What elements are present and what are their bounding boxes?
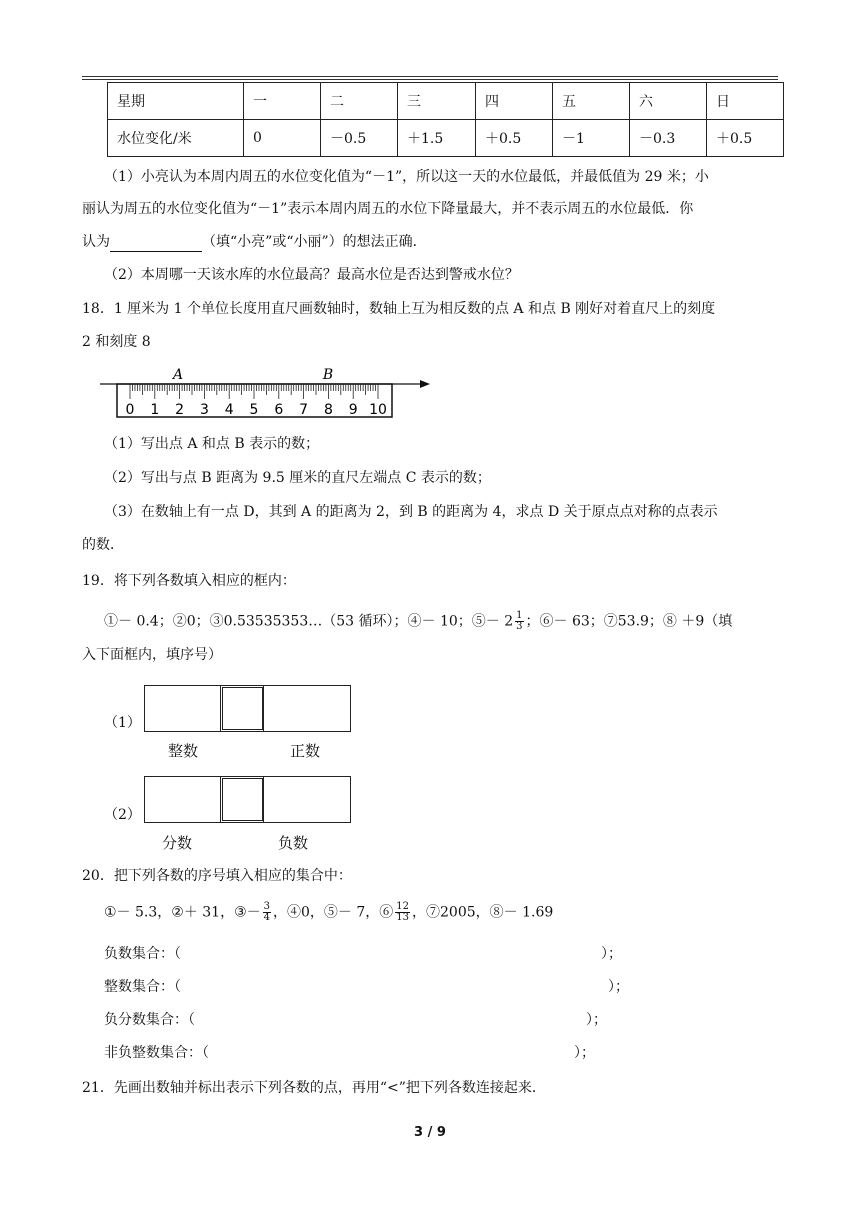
table-cell: 五 <box>553 83 630 120</box>
table-cell: 0 <box>244 120 321 157</box>
q19-title: 19．将下列各数填入相应的框内： <box>82 573 296 589</box>
q17-text: 认为 <box>82 234 110 250</box>
ruler-point-b-label: B <box>322 367 334 383</box>
venn1-overlap-box <box>222 687 263 730</box>
fraction <box>395 902 410 923</box>
nonnegative-integer-set-label: 非负整数集合：（ <box>104 1045 209 1061</box>
fraction <box>515 611 523 632</box>
table-row <box>108 83 784 120</box>
table-cell: －0.3 <box>630 120 707 157</box>
ruler-ticks <box>130 384 378 399</box>
table-row <box>108 120 784 157</box>
q20-items-text: ①－ 5.3，②＋ 31，③－ <box>104 904 261 921</box>
q18-line1: 18．1 厘米为 1 个单位长度用直尺画数轴时，数轴上互为相反数的点 A 和点 B 刚好对着直尺上的刻度 <box>82 301 716 317</box>
ruler-number-label: 2 <box>175 402 185 418</box>
q17-part1-line3 <box>82 232 427 252</box>
fraction-denominator: 13 <box>396 912 410 923</box>
axis-arrow-icon <box>420 380 430 388</box>
venn1-right-label: 正数 <box>290 742 321 760</box>
nonnegative-integer-set-end: ）； <box>574 1045 595 1061</box>
negative-set-label: 负数集合：（ <box>104 946 181 962</box>
negative-fraction-set-label: 负分数集合：（ <box>104 1012 195 1028</box>
fraction-denominator: 4 <box>263 912 271 923</box>
table-cell: 日 <box>707 83 784 120</box>
table-cell: 星期 <box>108 83 244 120</box>
fraction-numerator: 3 <box>263 901 271 912</box>
venn1-label: （1） <box>104 715 141 731</box>
ruler-number-line-figure <box>100 364 440 420</box>
table-cell: 二 <box>321 83 398 120</box>
table-cell: ＋0.5 <box>476 120 553 157</box>
venn2-right-label: 负数 <box>278 834 309 852</box>
venn2-left-label: 分数 <box>162 834 193 852</box>
table-cell: 水位变化/米 <box>108 120 244 157</box>
ruler-labels <box>126 402 387 418</box>
q17-part2: （2）本周哪一天该水库的水位最高？最高水位是否达到警戒水位？ <box>104 267 519 283</box>
header-rule-thin <box>82 79 778 80</box>
ruler-number-label: 10 <box>369 402 387 418</box>
fraction-numerator: 1 <box>516 610 523 621</box>
q20-items-text: ，④0，⑤－ 7，⑥ <box>273 904 394 921</box>
ruler-number-label: 0 <box>125 402 135 418</box>
q19-items-text: ①－ 0.4；②0；③0.53535353…（53 循环）；④－ 10；⑤－ 2 <box>104 613 514 630</box>
integer-set-end: ）； <box>608 979 629 995</box>
ruler-point-a-label: A <box>172 367 184 383</box>
integer-set-label: 整数集合：（ <box>104 979 181 995</box>
q17-part1-line2: 丽认为周五的水位变化值为“－1”表示本周内周五的水位下降量最大，并不表示周五的水位最低．你 <box>82 201 694 217</box>
table-cell: 三 <box>398 83 476 120</box>
table-cell: 四 <box>476 83 553 120</box>
q19-line2: 入下面框内，填序号） <box>82 647 222 663</box>
q19-items <box>104 611 732 632</box>
q18-part1: （1）写出点 A 和点 B 表示的数； <box>104 436 320 452</box>
q18-part2: （2）写出与点 B 距离为 9.5 厘米的直尺左端点 C 表示的数； <box>104 470 491 486</box>
water-level-table <box>107 82 784 157</box>
table-cell: 一 <box>244 83 321 120</box>
q18-part3-line1: （3）在数轴上有一点 D，其到 A 的距离为 2，到 B 的距离为 4，求点 D 关于原点点对称的点表示 <box>104 504 718 520</box>
ruler-number-label: 4 <box>224 402 234 418</box>
negative-fraction-set-end: ）； <box>586 1012 607 1028</box>
q20-title: 20．把下列各数的序号填入相应的集合中： <box>82 868 352 884</box>
negative-set-end: ）； <box>601 946 622 962</box>
q21-text: 21．先画出数轴并标出表示下列各数的点，再用“<”把下列各数连接起来． <box>82 1080 546 1096</box>
q17-text: （填“小亮”或“小丽”）的想法正确． <box>202 234 427 250</box>
fraction <box>263 902 271 923</box>
venn1-left-label: 整数 <box>168 742 199 760</box>
ruler-number-label: 3 <box>199 402 209 418</box>
header-rule <box>82 76 778 77</box>
q18-line2: 2 和刻度 8 <box>82 334 151 350</box>
q20-items-text: ，⑦2005，⑧－ 1.69 <box>412 904 554 921</box>
venn2-label: （2） <box>104 807 141 823</box>
ruler-number-label: 9 <box>348 402 358 418</box>
q18-part3-line2: 的数． <box>82 537 124 553</box>
table-cell: 六 <box>630 83 707 120</box>
ruler-number-label: 6 <box>274 402 284 418</box>
ruler-number-label: 7 <box>299 402 309 418</box>
table-cell: －1 <box>553 120 630 157</box>
q20-items <box>104 902 553 923</box>
table-cell: ＋1.5 <box>398 120 476 157</box>
table-cell: ＋0.5 <box>707 120 784 157</box>
ruler-number-label: 5 <box>249 402 259 418</box>
ruler-number-label: 8 <box>323 402 333 418</box>
venn2-overlap-box <box>222 778 263 821</box>
fraction-numerator: 12 <box>396 901 410 912</box>
q17-part1-line1: （1）小亮认为本周内周五的水位变化值为“－1”，所以这一天的水位最低，并最低值为 29 米；小 <box>104 169 709 185</box>
ruler-number-label: 1 <box>150 402 160 418</box>
fraction-denominator: 3 <box>516 621 523 632</box>
answer-blank[interactable] <box>110 237 202 252</box>
table-cell: －0.5 <box>321 120 398 157</box>
page-number: 3 / 9 <box>414 1125 446 1140</box>
q19-items-text: ；⑥－ 63；⑦53.9；⑧ ＋9（填 <box>525 613 733 630</box>
